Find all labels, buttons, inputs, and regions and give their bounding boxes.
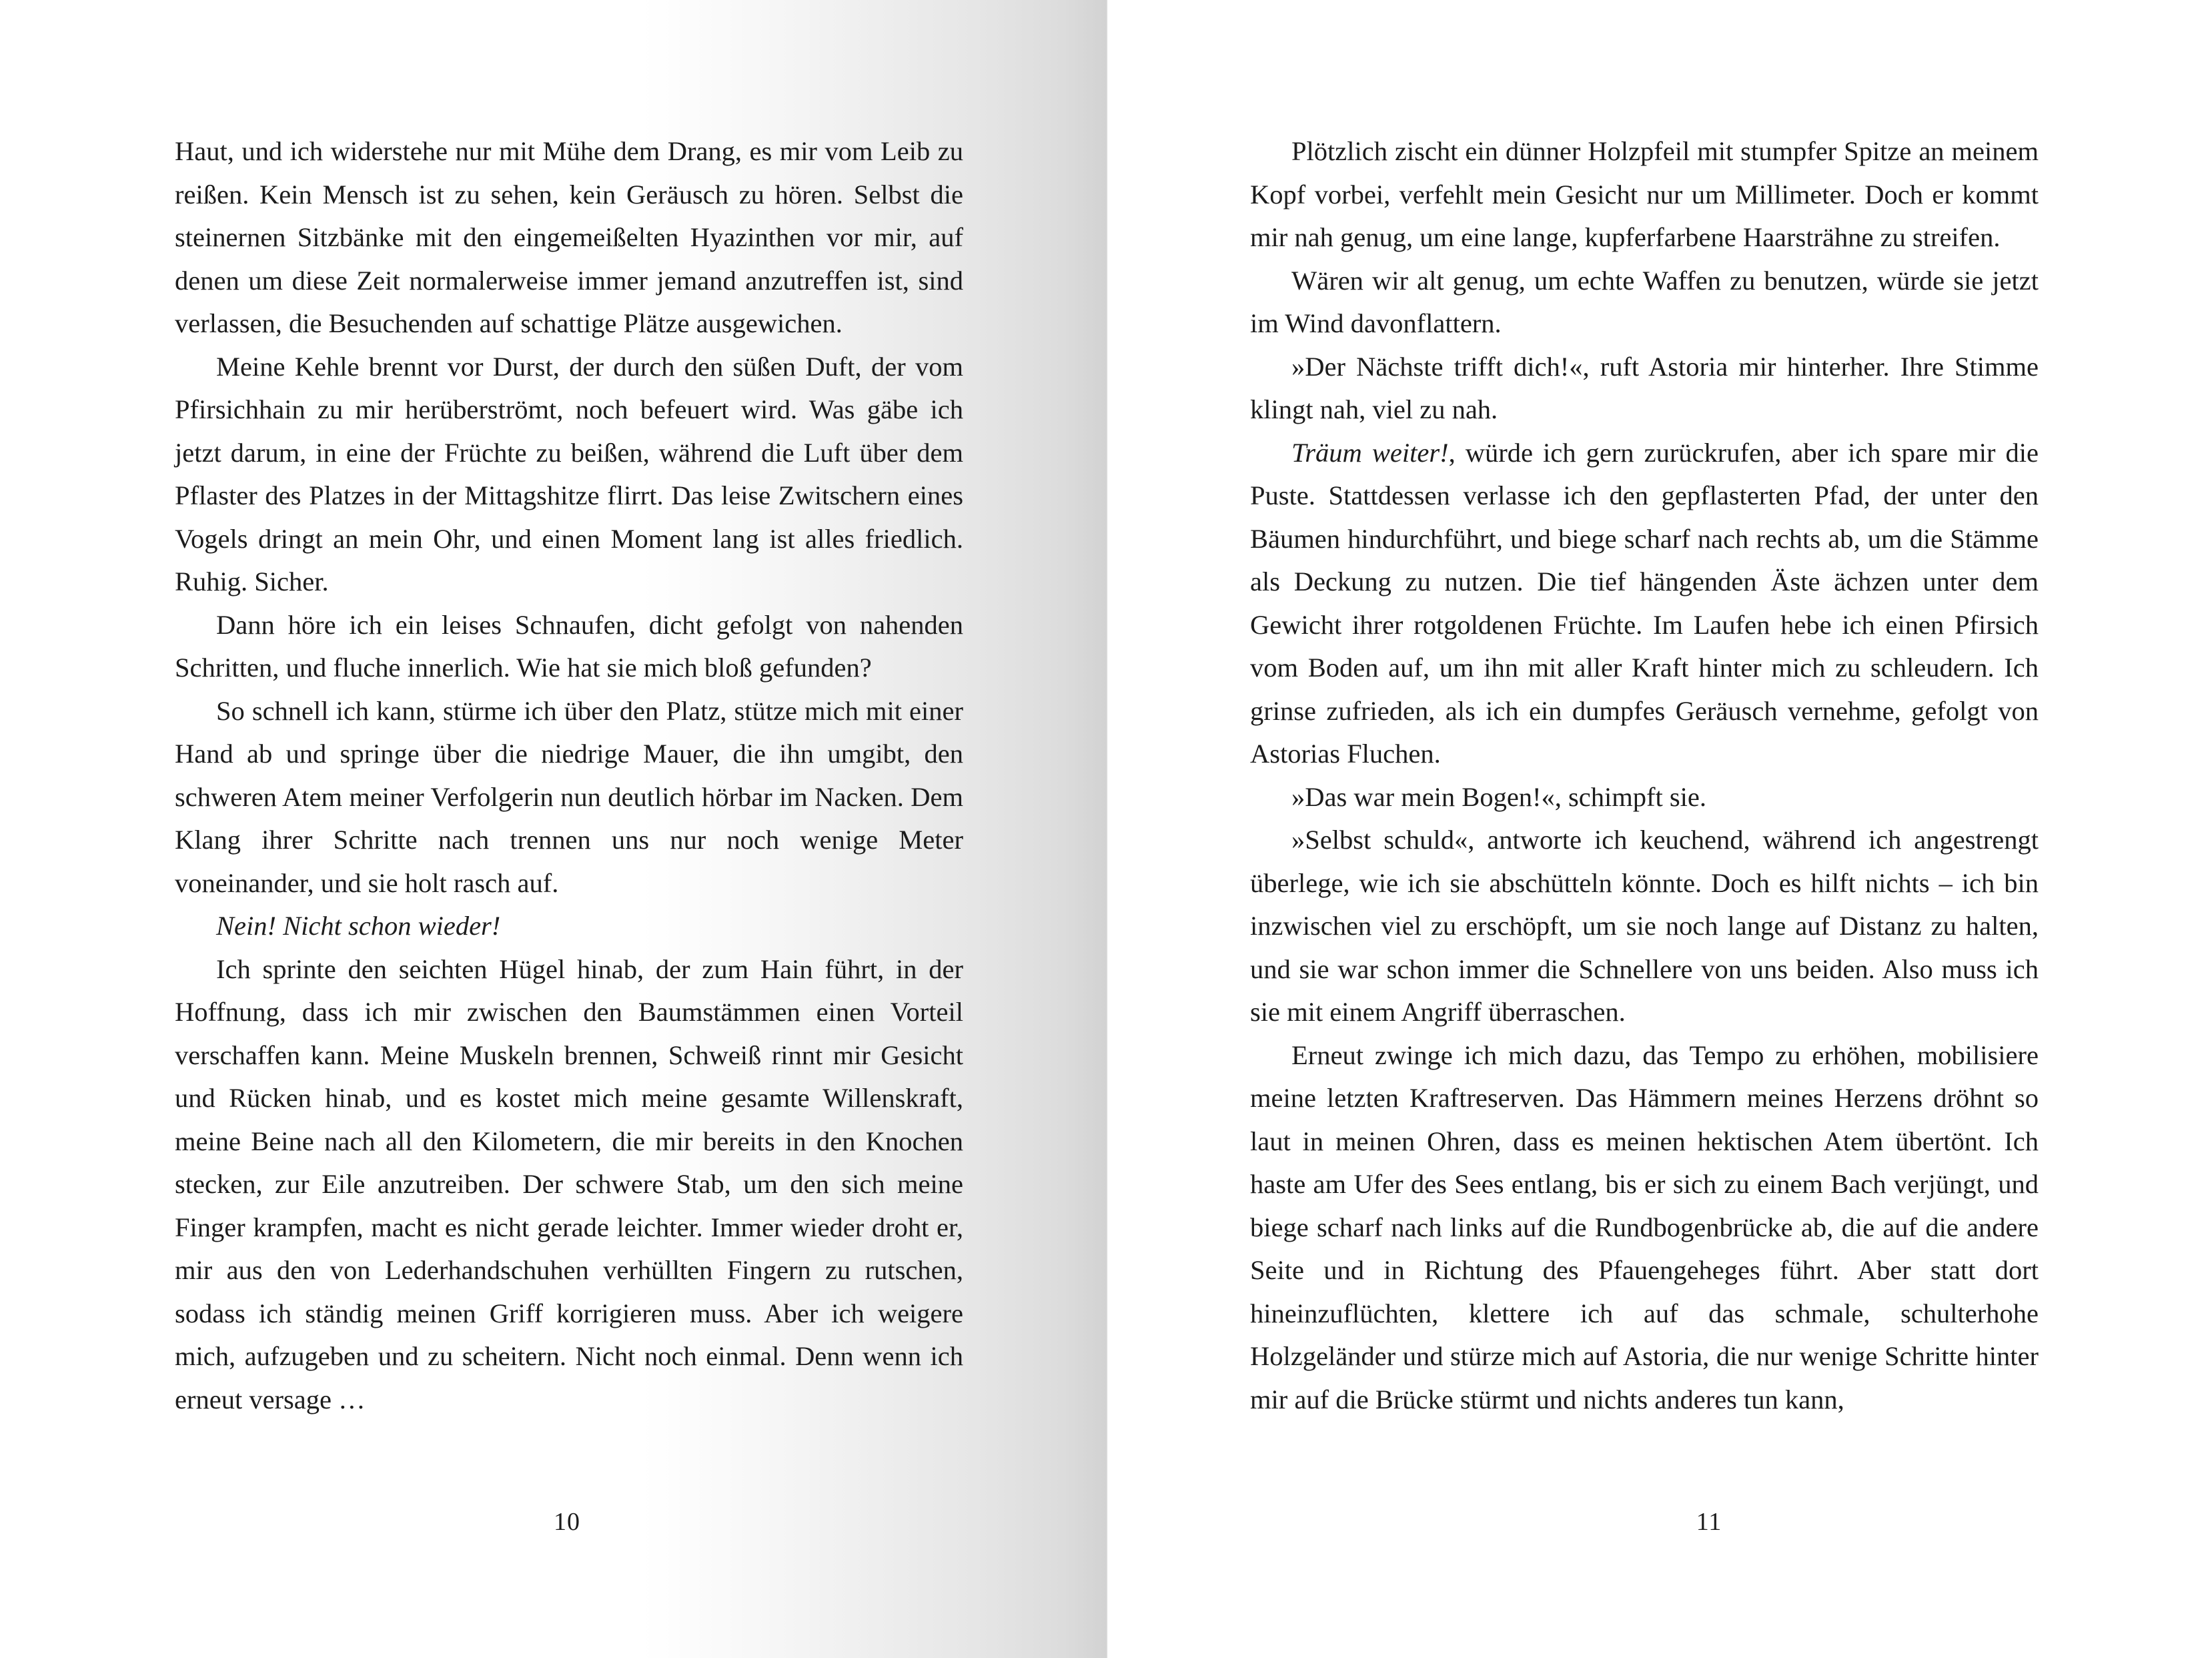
left-page-text [175, 130, 963, 1421]
paragraph: Wären wir alt genug, um echte Waffen zu benutzen, würde sie jetzt im Wind davonflattern. [1250, 265, 2039, 338]
paragraph: Erneut zwinge ich mich dazu, das Tempo zu erhöhen, mobilisiere meine letzten Kraftreserven. Das Hämmern meines Herzens dröhnt so laut in meinen Ohren, dass es meinen hektischen Atem übertönt. Ich haste am Ufer des Sees entlang, bis er sich zu einem Bach verjüngt, und biege scharf nach links auf die Rundbogenbrücke ab, die auf die andere Seite und in Richtung des Pfauengeheges führt. Aber statt dort hineinzuflüchten, klettere ich auf das schmale, schulterhohe Holzgeländer und stürze mich auf Astoria, die nur wenige Schritte hinter mir auf die Brücke stürmt und nichts anderes tun kann, [1250, 1040, 2039, 1414]
paragraph [1250, 432, 2039, 776]
paragraph: Plötzlich zischt ein dünner Holzpfeil mit stumpfer Spitze an meinem Kopf vorbei, verfehlt mein Gesicht nur um Millimeter. Doch er kommt mir nah genug, um eine lange, kupferfarbene Haarsträhne zu streifen. [1250, 136, 2039, 252]
page-number: 10 [554, 1508, 580, 1536]
right-page [1107, 0, 2212, 1658]
paragraph: Meine Kehle brennt vor Durst, der durch den süßen Duft, der vom Pfirsichhain zu mir herüberströmt, noch befeuert wird. Was gäbe ich jetzt darum, in eine der Früchte zu beißen, während die Luft über dem Pflaster des Platzes in der Mittagshitze flirrt. Das leise Zwitschern eines Vogels dringt an mein Ohr, und einen Moment lang ist alles friedlich. Ruhig. Sicher. [175, 351, 963, 596]
paragraph: »Der Nächste trifft dich!«, ruft Astoria mir hinterher. Ihre Stimme klingt nah, viel zu nah. [1250, 351, 2039, 424]
paragraph: So schnell ich kann, stürme ich über den Platz, stütze mich mit einer Hand ab und springe über die niedrige Mauer, die ihn umgibt, den schweren Atem meiner Verfolgerin nun deutlich hörbar im Nacken. Dem Klang ihrer Schritte nach trennen uns nur noch wenige Meter voneinander, und sie holt rasch auf. [175, 695, 963, 898]
paragraph: »Selbst schuld«, antworte ich keuchend, während ich angestrengt überlege, wie ich sie abschütteln könnte. Doch es hilft nichts – ich bin inzwischen viel zu erschöpft, um sie noch lange auf Distanz zu halten, und sie war schon immer die Schnellere von uns beiden. Also muss ich sie mit einem Angriff überraschen. [1250, 825, 2039, 1027]
page-number: 11 [1696, 1508, 1722, 1536]
paragraph: »Das war mein Bogen!«, schimpft sie. [1291, 781, 1706, 812]
paragraph: Ich sprinte den seichten Hügel hinab, der zum Hain führt, in der Hoffnung, dass ich mir zwischen den Baumstämmen einen Vorteil verschaffen kann. Meine Muskeln brennen, Schweiß rinnt mir Gesicht und Rücken hinab, und es kostet mich meine gesamte Willenskraft, meine Beine nach all den Kilometern, die mir bereits in den Knochen stecken, zur Eile anzutreiben. Der schwere Stab, um den sich meine Finger krampfen, macht es nicht gerade leichter. Immer wieder droht er, mir aus den von Lederhandschuhen verhüllten Fingern zu rutschen, sodass ich ständig meinen Griff korrigieren muss. Aber ich weigere mich, aufzugeben und zu scheitern. Nicht noch einmal. Denn wenn ich erneut versage … [175, 953, 963, 1414]
italic-paragraph: Nein! Nicht schon wieder! [216, 911, 501, 941]
paragraph-text: , würde ich gern zurückrufen, aber ich spare mir die Puste. Stattdessen verlasse ich den gepflasterten Pfad, der unter den Bäumen hindurchführt, und biege scharf nach rechts ab, um die Stämme als Deckung zu nutzen. Die tief hängenden Äste ächzen unter dem Gewicht ihrer rotgoldenen Früchte. Im Laufen hebe ich einen Pfirsich vom Boden auf, um ihn mit aller Kraft hinter mich zu schleudern. Ich grinse zufrieden, als ich ein dumpfes Geräusch vernehme, gefolgt von Astorias Fluchen. [1250, 437, 2039, 769]
italic-phrase: Träum weiter! [1291, 437, 1449, 468]
paragraph: Dann höre ich ein leises Schnaufen, dicht gefolgt von nahenden Schritten, und fluche innerlich. Wie hat sie mich bloß gefunden? [175, 609, 963, 683]
paragraph: Haut, und ich widerstehe nur mit Mühe dem Drang, es mir vom Leib zu reißen. Kein Mensch ist zu sehen, kein Geräusch zu hören. Selbst die steinernen Sitzbänke mit den eingemeißelten Hyazinthen vor mir, auf denen um diese Zeit normalerweise immer jemand anzutreffen ist, sind verlassen, die Besuchenden auf schattige Plätze ausgewichen. [175, 136, 963, 338]
right-page-text [1250, 130, 2039, 1421]
